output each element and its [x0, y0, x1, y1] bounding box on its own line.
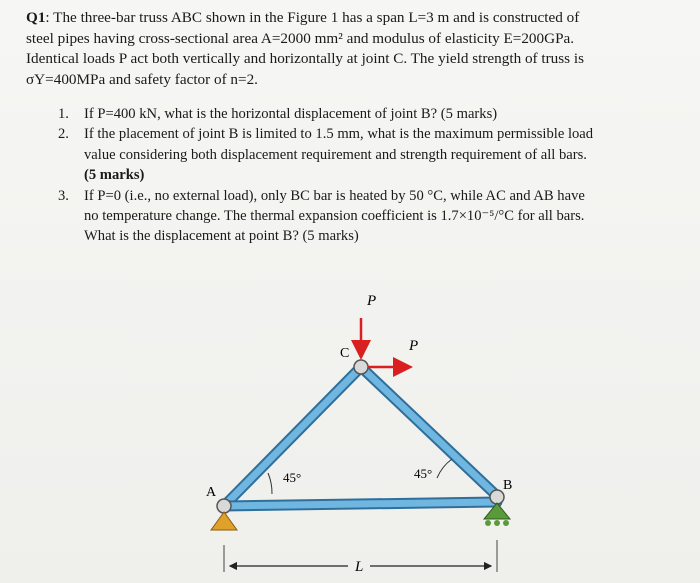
- label-angle-right: 45°: [414, 466, 433, 481]
- label-p-vertical: P: [367, 293, 377, 309]
- question-label: Q1: [26, 9, 46, 26]
- question-text-line2: steel pipes having cross-sectional area A=2000 mm² and modulus of elasticity E=200GPa.: [26, 29, 575, 47]
- item-number: 1.: [58, 106, 69, 122]
- item-number: 3.: [58, 187, 69, 204]
- item-line: If P=0 (i.e., no external load), only BC bar is heated by 50 °C, while AC and AB have: [84, 187, 585, 204]
- joint-a: [217, 499, 231, 513]
- pin-support-icon: [211, 512, 237, 530]
- item-line: no temperature change. The thermal expansion coefficient is 1.7×10⁻⁵/°C for all bars.: [84, 208, 585, 225]
- item-line: value considering both displacement requirement and strength requirement of all bars.: [84, 146, 587, 163]
- label-p-horizontal: P: [409, 338, 419, 354]
- item-line: If the placement of joint B is limited to 1.5 mm, what is the maximum permissible load: [84, 126, 594, 143]
- bar-ac: [224, 367, 361, 506]
- item-number: 2.: [58, 126, 69, 143]
- angle-arc-right: [437, 459, 452, 478]
- item-line: If P=400 kN, what is the horizontal displacement of joint B? (5 marks): [84, 106, 498, 122]
- item-line: What is the displacement at point B? (5 marks): [84, 228, 359, 245]
- label-a: A: [206, 485, 217, 500]
- item-line: (5 marks): [84, 167, 145, 184]
- label-span: L: [355, 559, 364, 575]
- question-text-line3: Identical loads P act both vertically and horizontally at joint C. The yield strength of truss is: [26, 50, 585, 68]
- label-c: C: [340, 346, 350, 361]
- angle-arc-left: [268, 473, 272, 494]
- joint-b: [490, 490, 504, 504]
- question-text-line4: σY=400MPa and safety factor of n=2.: [26, 70, 258, 88]
- label-angle-left: 45°: [283, 470, 302, 485]
- joint-c: [354, 360, 368, 374]
- bar-ab: [224, 502, 497, 506]
- label-b: B: [503, 478, 513, 493]
- question-text-line1: : The three-bar truss ABC shown in the Figure 1 has a span L=3 m and is constructed of: [45, 9, 580, 26]
